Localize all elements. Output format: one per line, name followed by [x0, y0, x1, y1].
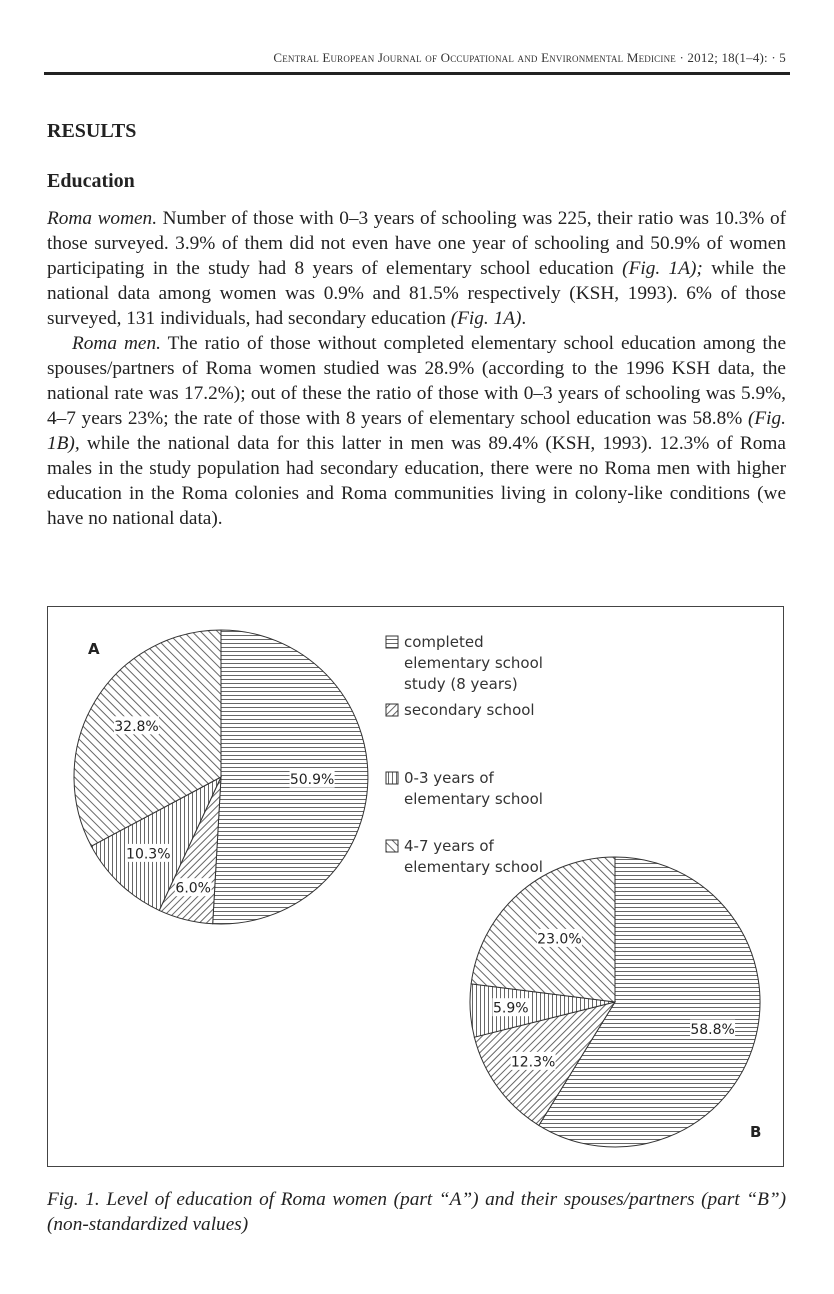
slice-label: 6.0%: [175, 880, 211, 897]
paragraph-text: Number of those with 0–3 years of schooling was 225, their ratio was 10.3% of those surveyed. 3.9% of them did not even have one year of schooling and 50.9% of women participating in the study had 8 years of elementary school education: [47, 208, 787, 279]
header-separator: ·: [679, 50, 684, 65]
paragraph-text: .: [521, 308, 527, 329]
legend-label: elementary school: [404, 654, 543, 672]
figure-reference: (Fig. 1A);: [622, 258, 703, 279]
running-header: [46, 50, 786, 66]
subsection-title: Education: [47, 170, 135, 192]
section-title: RESULTS: [47, 120, 137, 142]
page-number: 5: [779, 50, 786, 65]
paragraph-roma-men: [47, 331, 786, 531]
body-text: [47, 206, 786, 531]
pie-chart-a: [74, 630, 368, 924]
figure-1-pies: [48, 607, 785, 1168]
slice-label: 32.8%: [114, 718, 159, 735]
legend: [386, 633, 543, 876]
panel-label-a: A: [88, 640, 100, 658]
slice-label: 10.3%: [126, 846, 171, 863]
paragraph-text: while the national data among women was 0.9% and 81.5% respectively (KSH, 1993). 6% of those surveyed, 131 individuals, had secondary education: [47, 258, 786, 329]
slice-label: 58.8%: [690, 1022, 735, 1039]
legend-label: completed: [404, 633, 484, 651]
figure-reference: (Fig. 1A): [450, 308, 522, 329]
paragraph-text: The ratio of those without completed elementary school education among the spouses/partners of Roma women studied was 28.9% (according to the 1996 KSH data, the national rate was 17.2%); out of these the ratio of those with 0–3 years of schooling was 5.9%, 4–7 years 23%; the rate of those with 8 years of elementary school education was 58.8%: [47, 333, 786, 429]
paragraph-lead: Roma men.: [72, 333, 161, 354]
slice-label: 12.3%: [510, 1054, 556, 1071]
figure-caption: Fig. 1. Level of education of Roma women (part “A”) and their spouses/partners (part “B”) (non-standardized values): [47, 1189, 786, 1235]
legend-label: secondary school: [404, 701, 535, 719]
figure-1: [47, 606, 784, 1167]
pie-chart-b: [470, 857, 760, 1147]
legend-label: 0-3 years of: [404, 769, 494, 787]
paragraph-lead: Roma women.: [47, 208, 158, 229]
slice-label: 23.0%: [537, 931, 582, 948]
paragraph-text: while the national data for this latter in men was 89.4% (KSH, 1993). 12.3% of Roma males in the study population had secondary education, there were no Roma men with higher education in the Roma colonies and Roma communities living in colony-like conditions (we have no national data).: [47, 433, 786, 529]
legend-swatch-zero-to-three-years: [386, 772, 398, 784]
legend-swatch-secondary: [386, 704, 398, 716]
slice-label: 50.9%: [289, 772, 335, 789]
header-rule: [44, 72, 790, 75]
legend-swatch-four-to-seven-years: [386, 840, 398, 852]
legend-label: elementary school: [404, 858, 543, 876]
slice-label: 5.9%: [493, 1000, 529, 1017]
year-volume: 2012; 18(1–4):: [687, 50, 768, 65]
figure-reference: (Fig. 1B),: [47, 408, 786, 454]
legend-label: study (8 years): [404, 675, 518, 693]
legend-label: elementary school: [404, 790, 543, 808]
header-separator: ·: [771, 50, 776, 65]
legend-label: 4-7 years of: [404, 837, 494, 855]
journal-name: Central European Journal of Occupational and Environmental Medicine: [273, 50, 676, 65]
legend-swatch-completed-elementary: [386, 636, 398, 648]
paragraph-roma-women: [47, 206, 786, 331]
panel-label-b: B: [750, 1123, 762, 1141]
